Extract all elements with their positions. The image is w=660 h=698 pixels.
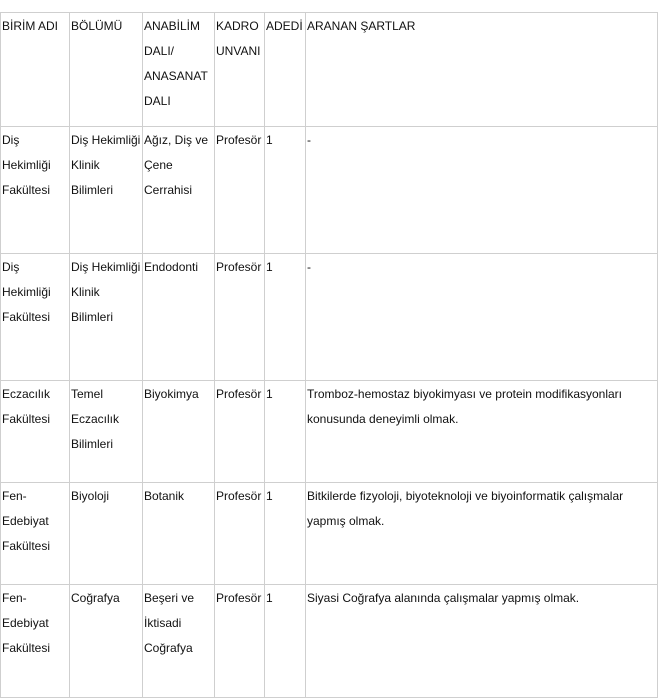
cell-aranan-sartlar: Tromboz-hemostaz biyokimyası ve protein modifikasyonları konusunda deneyimli olmak. (306, 381, 658, 483)
header-anabilim-dali: ANABİLİM DALI/ ANASANAT DALI (143, 13, 215, 127)
cell-aranan-sartlar: - (306, 127, 658, 254)
table-row (1, 127, 658, 254)
cell-bolumu: Biyoloji (70, 483, 143, 585)
cell-kadro-unvani: Profesör (215, 483, 265, 585)
table-row (1, 585, 658, 698)
cell-birim-adi: Eczacılık Fakültesi (1, 381, 70, 483)
cell-adedi: 1 (265, 483, 306, 585)
position-listing-table (0, 12, 658, 698)
cell-anabilim-dali: Biyokimya (143, 381, 215, 483)
cell-adedi: 1 (265, 254, 306, 381)
cell-bolumu: Diş Hekimliği Klinik Bilimleri (70, 254, 143, 381)
table-header-row (1, 13, 658, 127)
header-kadro-unvani: KADRO UNVANI (215, 13, 265, 127)
cell-aranan-sartlar: Bitkilerde fizyoloji, biyoteknoloji ve biyoinformatik çalışmalar yapmış olmak. (306, 483, 658, 585)
cell-bolumu: Diş Hekimliği Klinik Bilimleri (70, 127, 143, 254)
cell-adedi: 1 (265, 381, 306, 483)
cell-birim-adi: Fen-Edebiyat Fakültesi (1, 585, 70, 698)
cell-kadro-unvani: Profesör (215, 585, 265, 698)
cell-anabilim-dali: Endodonti (143, 254, 215, 381)
cell-birim-adi: Diş Hekimliği Fakültesi (1, 254, 70, 381)
table-row (1, 381, 658, 483)
cell-anabilim-dali: Ağız, Diş ve Çene Cerrahisi (143, 127, 215, 254)
cell-anabilim-dali: Beşeri ve İktisadi Coğrafya (143, 585, 215, 698)
cell-kadro-unvani: Profesör (215, 381, 265, 483)
header-bolumu: BÖLÜMÜ (70, 13, 143, 127)
header-adedi: ADEDİ (265, 13, 306, 127)
table-row (1, 483, 658, 585)
cell-birim-adi: Diş Hekimliği Fakültesi (1, 127, 70, 254)
cell-adedi: 1 (265, 127, 306, 254)
cell-anabilim-dali: Botanik (143, 483, 215, 585)
cell-kadro-unvani: Profesör (215, 254, 265, 381)
cell-bolumu: Temel Eczacılık Bilimleri (70, 381, 143, 483)
cell-birim-adi: Fen-Edebiyat Fakültesi (1, 483, 70, 585)
cell-adedi: 1 (265, 585, 306, 698)
table-row (1, 254, 658, 381)
cell-bolumu: Coğrafya (70, 585, 143, 698)
cell-kadro-unvani: Profesör (215, 127, 265, 254)
header-birim-adi: BİRİM ADI (1, 13, 70, 127)
cell-aranan-sartlar: Siyasi Coğrafya alanında çalışmalar yapmış olmak. (306, 585, 658, 698)
cell-aranan-sartlar: - (306, 254, 658, 381)
header-aranan-sartlar: ARANAN ŞARTLAR (306, 13, 658, 127)
